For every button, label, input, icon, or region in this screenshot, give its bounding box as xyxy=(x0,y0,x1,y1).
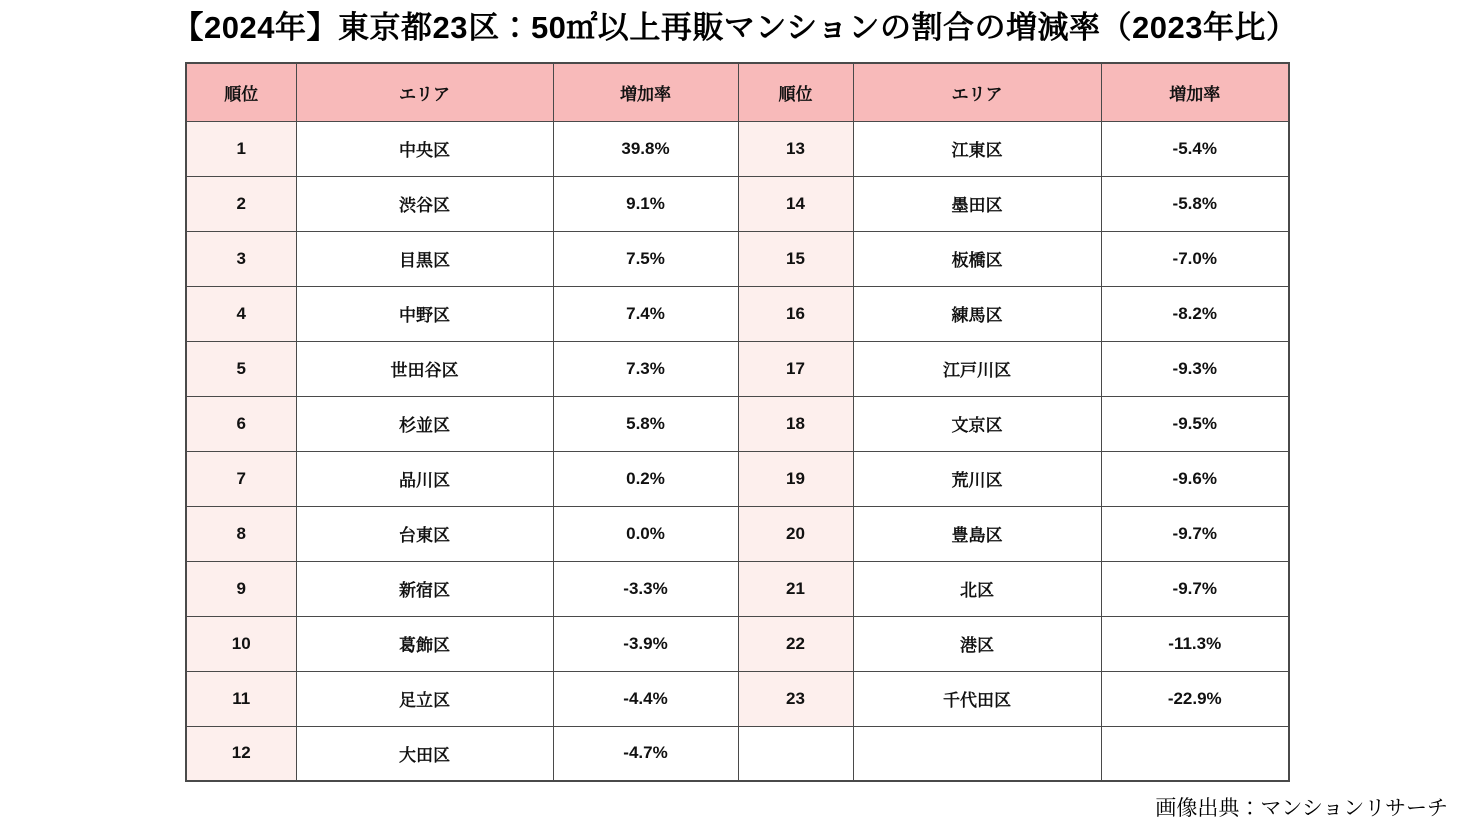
area-cell: 渋谷区 xyxy=(296,176,553,231)
header-rate-left: 増加率 xyxy=(553,63,738,121)
area-cell: 足立区 xyxy=(296,671,553,726)
ranking-table xyxy=(185,62,1290,782)
area-cell: 墨田区 xyxy=(853,176,1101,231)
rate-cell: 7.5% xyxy=(553,231,738,286)
area-cell: 練馬区 xyxy=(853,286,1101,341)
rate-cell: -4.4% xyxy=(553,671,738,726)
area-cell: 目黒区 xyxy=(296,231,553,286)
rate-cell: 0.0% xyxy=(553,506,738,561)
header-area-left: エリア xyxy=(296,63,553,121)
image-source-credit: 画像出典：マンションリサーチ xyxy=(1155,797,1448,820)
rank-cell: 5 xyxy=(186,341,296,396)
area-cell: 文京区 xyxy=(853,396,1101,451)
rate-cell: -5.4% xyxy=(1101,121,1289,176)
rank-cell: 19 xyxy=(738,451,853,506)
area-cell: 台東区 xyxy=(296,506,553,561)
table-header-row xyxy=(186,63,1289,121)
rank-cell: 15 xyxy=(738,231,853,286)
table-row xyxy=(186,506,1289,561)
rank-cell: 22 xyxy=(738,616,853,671)
table-row xyxy=(186,671,1289,726)
rate-cell: 9.1% xyxy=(553,176,738,231)
rate-cell: 39.8% xyxy=(553,121,738,176)
rank-cell: 8 xyxy=(186,506,296,561)
header-rank-right: 順位 xyxy=(738,63,853,121)
table-row xyxy=(186,396,1289,451)
area-cell: 新宿区 xyxy=(296,561,553,616)
rate-cell: -7.0% xyxy=(1101,231,1289,286)
header-area-right: エリア xyxy=(853,63,1101,121)
rate-cell: -22.9% xyxy=(1101,671,1289,726)
header-rank-left: 順位 xyxy=(186,63,296,121)
rank-cell: 12 xyxy=(186,726,296,781)
table-row xyxy=(186,121,1289,176)
rank-cell: 6 xyxy=(186,396,296,451)
rank-cell: 16 xyxy=(738,286,853,341)
rate-cell: -11.3% xyxy=(1101,616,1289,671)
area-cell: 江戸川区 xyxy=(853,341,1101,396)
area-cell: 葛飾区 xyxy=(296,616,553,671)
rate-cell: -9.5% xyxy=(1101,396,1289,451)
rank-cell: 9 xyxy=(186,561,296,616)
rank-cell: 1 xyxy=(186,121,296,176)
table-row xyxy=(186,231,1289,286)
rate-cell: 0.2% xyxy=(553,451,738,506)
page-title: 【2024年】東京都23区：50㎡以上再販マンションの割合の増減率（2023年比） xyxy=(172,10,1298,45)
area-cell: 港区 xyxy=(853,616,1101,671)
area-cell xyxy=(853,726,1101,781)
rank-cell: 21 xyxy=(738,561,853,616)
rate-cell: -3.9% xyxy=(553,616,738,671)
area-cell: 北区 xyxy=(853,561,1101,616)
rate-cell: 5.8% xyxy=(553,396,738,451)
area-cell: 中央区 xyxy=(296,121,553,176)
rank-cell: 18 xyxy=(738,396,853,451)
table-row xyxy=(186,341,1289,396)
area-cell: 杉並区 xyxy=(296,396,553,451)
area-cell: 荒川区 xyxy=(853,451,1101,506)
area-cell: 世田谷区 xyxy=(296,341,553,396)
area-cell: 大田区 xyxy=(296,726,553,781)
rate-cell: 7.3% xyxy=(553,341,738,396)
rate-cell xyxy=(1101,726,1289,781)
rank-cell: 20 xyxy=(738,506,853,561)
rate-cell: -3.3% xyxy=(553,561,738,616)
rank-cell: 23 xyxy=(738,671,853,726)
rate-cell: -5.8% xyxy=(1101,176,1289,231)
rank-cell: 10 xyxy=(186,616,296,671)
rate-cell: 7.4% xyxy=(553,286,738,341)
rank-cell: 7 xyxy=(186,451,296,506)
area-cell: 江東区 xyxy=(853,121,1101,176)
table-body xyxy=(186,121,1289,781)
rank-cell: 3 xyxy=(186,231,296,286)
area-cell: 中野区 xyxy=(296,286,553,341)
rate-cell: -9.7% xyxy=(1101,561,1289,616)
table-row xyxy=(186,176,1289,231)
table-row xyxy=(186,726,1289,781)
table-row xyxy=(186,451,1289,506)
rate-cell: -4.7% xyxy=(553,726,738,781)
header-rate-right: 増加率 xyxy=(1101,63,1289,121)
area-cell: 千代田区 xyxy=(853,671,1101,726)
rate-cell: -9.6% xyxy=(1101,451,1289,506)
rank-cell: 4 xyxy=(186,286,296,341)
area-cell: 品川区 xyxy=(296,451,553,506)
area-cell: 豊島区 xyxy=(853,506,1101,561)
rank-cell: 17 xyxy=(738,341,853,396)
rank-cell: 13 xyxy=(738,121,853,176)
rate-cell: -8.2% xyxy=(1101,286,1289,341)
rank-cell: 2 xyxy=(186,176,296,231)
rank-cell: 11 xyxy=(186,671,296,726)
rate-cell: -9.3% xyxy=(1101,341,1289,396)
table-row xyxy=(186,561,1289,616)
rate-cell: -9.7% xyxy=(1101,506,1289,561)
table-row xyxy=(186,616,1289,671)
rank-cell: 14 xyxy=(738,176,853,231)
table-row xyxy=(186,286,1289,341)
rank-cell xyxy=(738,726,853,781)
area-cell: 板橋区 xyxy=(853,231,1101,286)
